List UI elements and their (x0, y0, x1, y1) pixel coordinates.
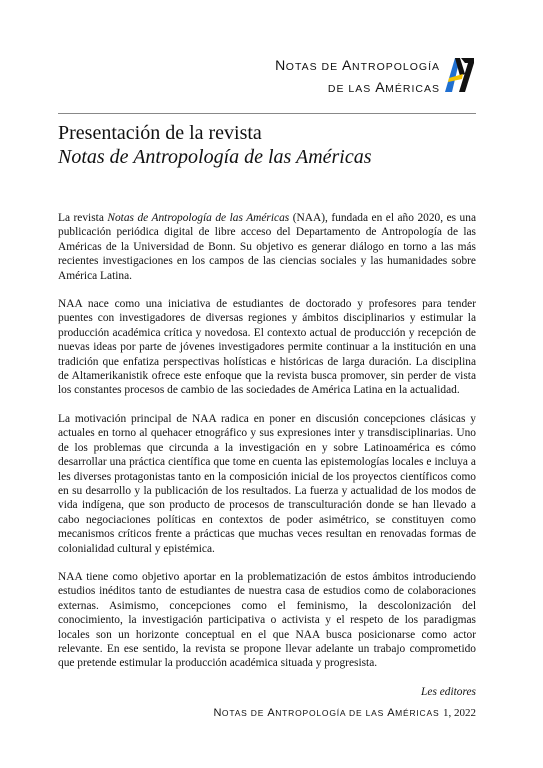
body-text (58, 211, 476, 713)
paragraph-4: NAA tiene como objetivo aportar en la problematización de estos ámbitos introduciendo estudios inéditos tanto de estudiantes de nuestra casa de estudios como de colaboraciones externas. Asimismo, concepciones como el feminismo, la descolonización del conocimiento, la investigación participativa o activista y el respeto de los paradigmas locales son un horizonte conceptual en el que NAA busca posicionarse como actor relevante. En ese sentido, la revista se propone llevar adelante un trabajo comprometido que pretende estimular la producción académica situada y progresista. (58, 570, 476, 670)
footer-issue: 1, 2022 (443, 707, 476, 719)
journal-header-title (275, 55, 440, 99)
title-main: Presentación de la revista (58, 122, 262, 144)
journal-header-line-2: DE LAS AMÉRICAS (327, 79, 440, 95)
title-subtitle: Notas de Antropología de las Américas (58, 146, 372, 168)
paragraph-1: La revista Notas de Antropología de las Américas (NAA), fundada en el año 2020, es una publicación periódica digital de libre acceso del Departamento de Antropología de las Américas de la Universidad de Bonn. Su objetivo es generar diálogo en torno a las más recientes investigaciones en los campos de las ciencias sociales y las humanidades sobre América Latina. (58, 212, 477, 282)
paragraph-2: NAA nace como una iniciativa de estudiantes de doctorado y profesores para tender puentes con investigadores de diversas regiones y ámbitos disciplinarios y estimular la producción académica crítica y novedosa. El contexto actual de producción y recepción de nuevas ideas por parte de jóvenes investigadores permite continuar a la institución en una tradición que enfatiza perspectivas holísticas e históricas de larga duración. La disciplina de Altamerikanistik ofrece este enfoque que la revista busca promover, sin perder de vista los constantes procesos de cambio de las sociedades de América Latina en la actualidad. (58, 298, 476, 397)
paragraph-3: La motivación principal de NAA radica en poner en discusión concepciones clásicas y actuales en torno al quehacer etnográfico y sus expresiones inter y transdisciplinarias. Uno de los problemas que circunda a la investigación en y sobre Latinoamérica es cómo desarrollar una práctica científica que tome en cuenta las epistemologías locales e incluya a les diverses protagonistas tanto en la composición inicial de los proyectos científicos como en su desarrollo y la publicación de los resultados. La fuerza y actualidad de los modos de vida indígena, que son producto de procesos de transculturación donde se han llevado a cabo negociaciones políticas en contextos de poder asimétrico, se constituyen como mecanismos críticos frente a prácticas que muchas veces resultan en renovadas formas de colonialidad cultural y epistémica. (58, 412, 476, 555)
journal-header-line-1: NOTAS DE ANTROPOLOGÍA (275, 57, 440, 73)
header-divider (58, 113, 476, 114)
page-title (58, 121, 478, 169)
page-footer: NOTAS DE ANTROPOLOGÍA DE LAS AMÉRICAS 1, 2022 (213, 707, 476, 719)
journal-logo-icon (443, 54, 475, 94)
signature: Les editores (421, 685, 476, 698)
